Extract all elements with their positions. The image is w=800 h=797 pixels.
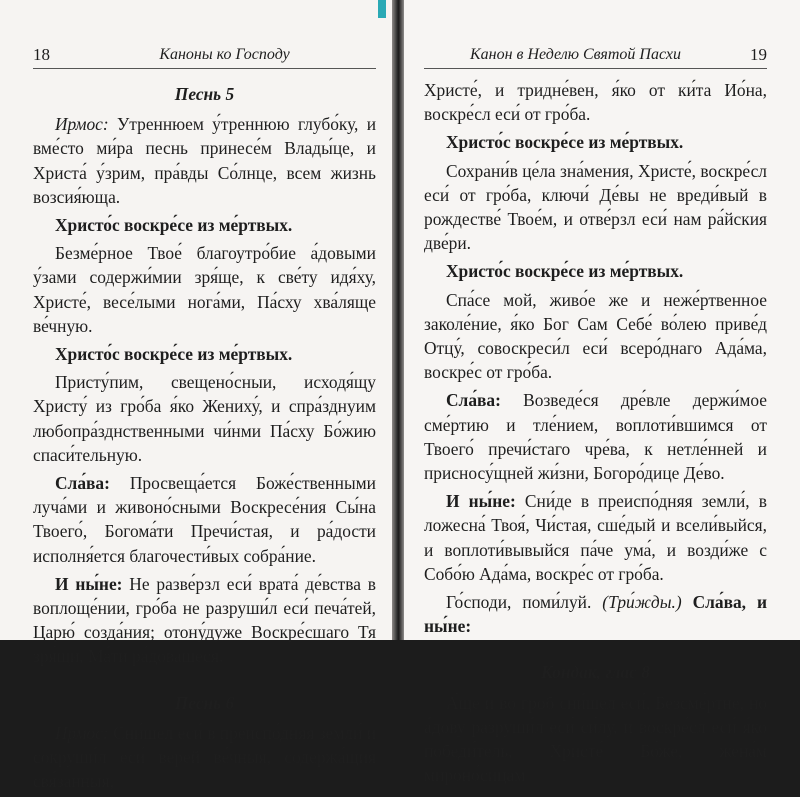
kontakion-title: Кондак, глас 8 <box>541 662 650 683</box>
left-header-rule <box>33 68 376 69</box>
right-running-head <box>404 44 800 70</box>
lord-have-mercy: Го́споди, поми́луй. <box>446 592 592 613</box>
now-left <box>33 572 376 669</box>
book-gutter <box>392 0 404 640</box>
refrain-right-1: Христо́с воскре́се из ме́ртвых. <box>446 132 684 153</box>
bookmark-ribbon <box>378 0 386 18</box>
glory-right-text: Возведе́ся дре́вле держи́мое сме́ртию и тле́нием, воплоти́вшимся от Твоего́ пречи́стаго чре́ва, к нетле́нней и присносу́щней жи́зни, Богоро́дице Де́во. <box>424 390 767 484</box>
continuation-text: Христе́, и тридне́вен, я́ко от ки́та Ио́на, воскре́сл еси́ от гро́ба. <box>424 80 767 125</box>
refrain-left-1: Христо́с воскре́се из ме́ртвых. <box>55 215 293 236</box>
troparion-right-2: Спа́се мой, живо́е же и неже́ртвенное заколе́ние, я́ко Бог Сам Себе́ во́лею приве́д Отцу́, совоскреси́л еси́ всеро́днаго Ада́ма, воскре́с от гро́ба. <box>424 289 767 383</box>
troparion-left-1: Безме́рное Твое́ благоутро́бие а́довыми у́зами содержи́мии зря́ще, к све́ту идя́ху, Христе́, весе́лыми нога́ми, Па́сху хва́ляще ве́чную. <box>33 243 376 336</box>
now-right-label: И ны́не: <box>446 491 516 512</box>
left-page-number: 18 <box>33 45 50 64</box>
right-header-title: Канон в Неделю Святой Пасхи <box>470 46 681 63</box>
refrain-right-2: Христо́с воскре́се из ме́ртвых. <box>446 261 684 282</box>
troparion-right-1: Сохрани́в це́ла зна́мения, Христе́, воскре́сл еси́ от гро́ба, ключи́ Де́вы не вреди́вый в рождестве́ Твое́м, и отве́рзл еси́ нам ра́йския две́ри. <box>424 160 767 254</box>
kontakion-text: А́ще и во гроб сни́шел еси́, Безсме́ртне, но а́дову разруши́л еси́ си́лу, и воскре́сл еси́ я́ко победи́тель, Христе́ Бо́же, жена́м мироно́сицам <box>424 692 767 786</box>
right-page <box>404 0 800 786</box>
left-page-body <box>33 78 376 797</box>
left-running-head <box>0 44 392 70</box>
glory-right <box>424 388 767 485</box>
thrice-note: (Три́жды.) <box>602 592 682 613</box>
glory-left-label: Сла́ва: <box>55 473 110 494</box>
right-page-number: 19 <box>750 45 767 64</box>
glory-left <box>33 471 376 568</box>
irmos5-text: Утреннюем у́треннюю глубо́ку, и вме́сто ми́ра песнь принесе́м Влады́це, и Христа́ у́зрим, пра́вды Со́лнце, всем жизнь возсия́юща. <box>33 114 376 207</box>
now-right <box>424 489 767 586</box>
left-header-title: Каноны ко Господу <box>159 46 290 63</box>
now-right-text: Сни́де в преиспо́дняя земли́, в ложесна́ Твоя́, Чи́стая, сше́дый и всели́выйся, и воплоти́вывыйся па́че ума́, и возди́же с Собо́ю Ада́ма, воскре́с от гро́ба. <box>424 491 767 584</box>
left-page <box>0 0 392 792</box>
irmos5 <box>33 112 376 209</box>
right-page-body <box>424 78 767 791</box>
glory-right-label: Сла́ва: <box>446 390 501 411</box>
irmos6-text: Сни́шел еси́ в преиспо́дняя земли́ и сокруши́л еси́ верей ве́чныя, содержа́щия свя́занныя, <box>33 722 376 792</box>
irmos6-label: Ирмос: <box>55 722 109 743</box>
glory-left-text: Просвеща́ется Боже́ственными луча́ми и живоно́сными Воскресе́ния Сы́на Твоего́, Богома́ти Пречи́стая, и ра́дости исполня́ется благочести́вых собра́ние. <box>33 473 376 566</box>
right-header-rule <box>424 68 767 69</box>
irmos5-label: Ирмос: <box>55 114 109 135</box>
troparion-left-2: Присту́пим, свещено́сныи, исходя́щу Христу́ из гро́ба я́ко Жениху́, и спра́зднуим любопра́зднственными чи́нми Па́сху Бо́жию спаси́тельную. <box>33 372 376 465</box>
irmos6 <box>33 721 376 794</box>
lord-have-mercy-line <box>424 590 767 638</box>
refrain-left-2: Христо́с воскре́се из ме́ртвых. <box>55 344 293 365</box>
now-left-text: Не разве́рзл еси́ врата́ де́вства в воплоще́нии, гро́ба не разруши́л еси́ печа́тей, Царю́ созда́ния; отону́дуже Воскре́сшаго Тя зря́щи, Ма́ти ра́довашеся. <box>33 573 376 667</box>
glory-and-now: Сла́ва, и ны́не: <box>424 592 767 637</box>
song6-title: Песнь 6 <box>174 692 235 713</box>
song5-title: Песнь 5 <box>174 84 235 104</box>
now-left-label: И ны́не: <box>55 573 123 594</box>
